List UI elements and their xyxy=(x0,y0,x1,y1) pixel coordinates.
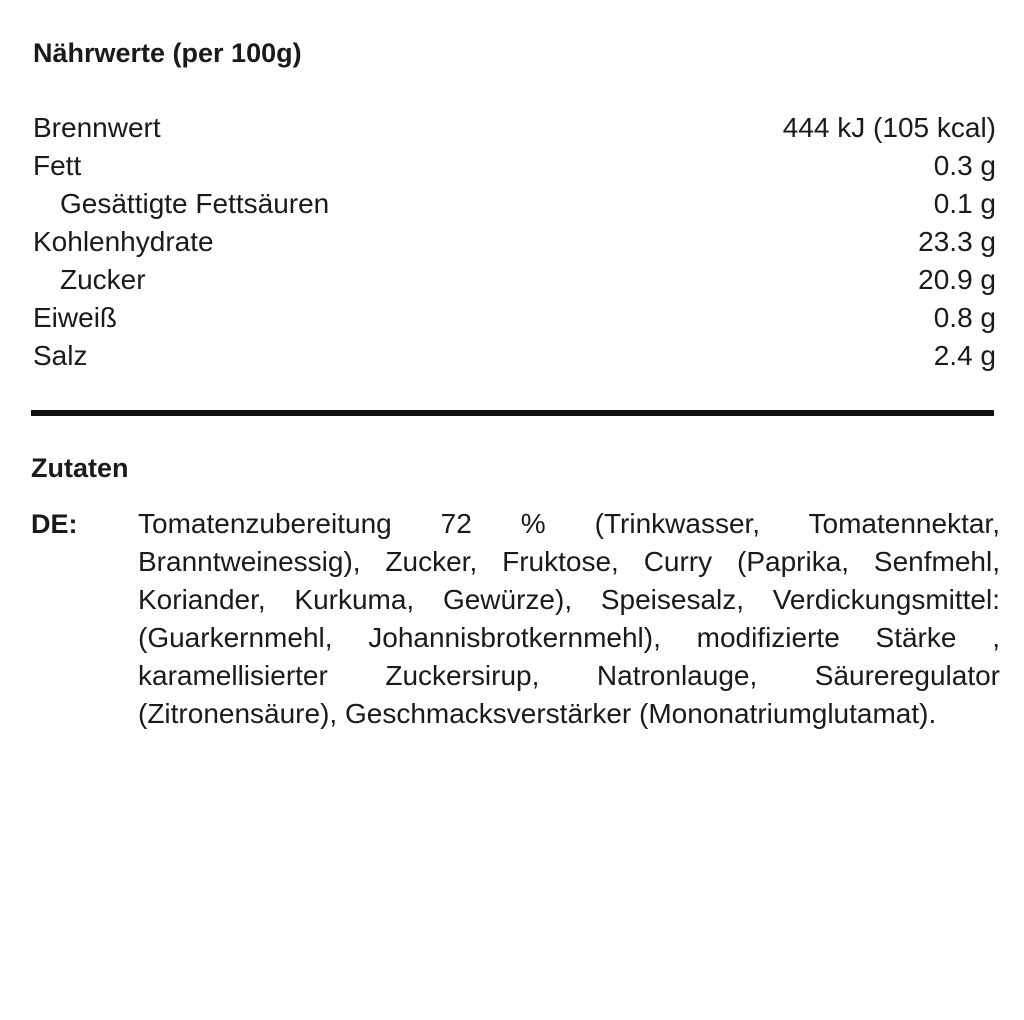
nutrition-label: Fett xyxy=(33,150,82,181)
nutrition-label: Kohlenhydrate xyxy=(33,226,214,257)
nutrition-value: 23.3 g xyxy=(918,226,996,257)
nutrition-row-fat xyxy=(33,147,996,185)
nutrition-row-protein xyxy=(33,299,996,337)
nutrition-value: 20.9 g xyxy=(918,264,996,295)
ingredients-title: Zutaten xyxy=(31,453,129,483)
section-divider xyxy=(31,410,994,416)
nutrition-row-saturated-fat xyxy=(33,185,996,223)
nutrition-row-salt xyxy=(33,337,996,375)
nutrition-label: Salz xyxy=(33,340,88,371)
nutrition-row-sugar xyxy=(33,261,996,299)
nutrition-value: 444 kJ (105 kcal) xyxy=(782,112,996,143)
nutrition-row-energy xyxy=(33,109,996,147)
ingredients-text: Tomatenzubereitung 72 % (Trinkwasser, Tomatennektar, Branntweinessig), Zucker, Fruktose, Curry (Paprika, Senfmehl, Koriander, Kurkuma, Gewürze), Speisesalz, Verdickungsmittel: (Guarkernmehl, Johannisbrotkernmehl), modifizierte Stärke , karamellisierter Zuckersirup, Natronlauge, Säureregulator (Zitronensäure), Geschmacksverstärker (Mononatriumglutamat). xyxy=(138,508,1000,729)
nutrition-title: Nährwerte (per 100g) xyxy=(33,38,302,68)
nutrition-label: Brennwert xyxy=(33,112,161,143)
nutrition-value: 0.3 g xyxy=(933,150,996,181)
nutrition-row-carbohydrates xyxy=(33,223,996,261)
language-code: DE: xyxy=(31,509,78,539)
nutrition-value: 2.4 g xyxy=(933,340,996,371)
nutrition-label: Eiweiß xyxy=(33,302,118,333)
nutrition-value: 0.8 g xyxy=(933,302,996,333)
nutrition-table xyxy=(33,109,996,375)
nutrition-value: 0.1 g xyxy=(933,188,996,219)
nutrition-label: Gesättigte Fettsäuren xyxy=(60,188,330,219)
nutrition-label: Zucker xyxy=(60,264,146,295)
